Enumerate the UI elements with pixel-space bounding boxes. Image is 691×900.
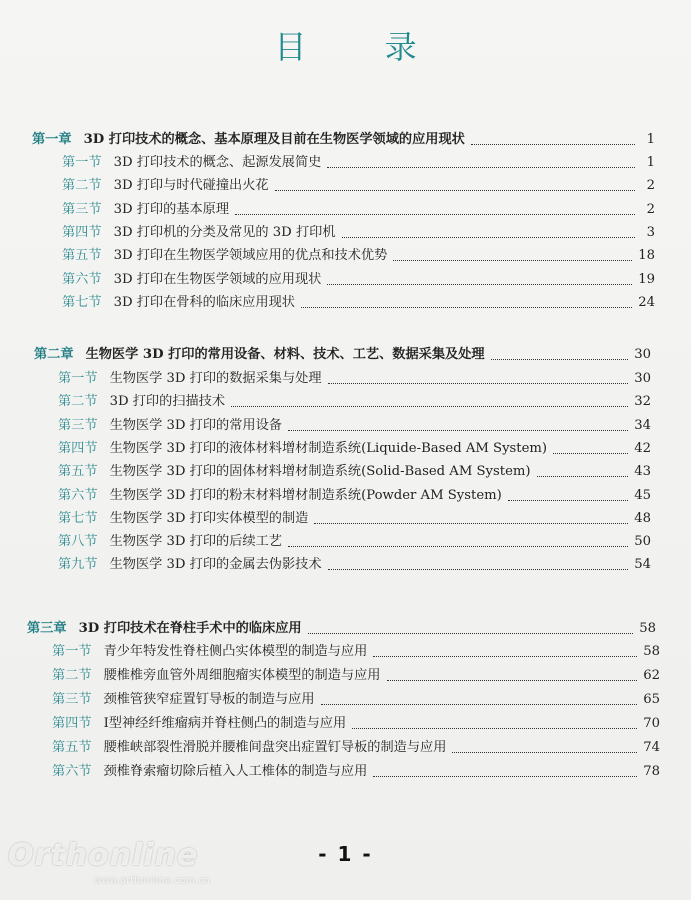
- dot-leader: [328, 383, 629, 384]
- chapter-title: 生物医学 3D 打印的常用设备、材料、技术、工艺、数据采集及处理: [85, 347, 485, 362]
- page-number: - 1 -: [318, 842, 373, 866]
- section-label: 第六节: [62, 272, 102, 287]
- section-label: 第四节: [58, 441, 98, 456]
- section-label: 第六节: [52, 764, 92, 779]
- section-title: 生物医学 3D 打印的粉末材料增材制造系统(Powder AM System): [109, 488, 502, 503]
- dot-leader: [471, 144, 635, 145]
- toc-section-row: [52, 691, 660, 709]
- section-label: 第二节: [52, 668, 92, 683]
- dot-leader: [321, 704, 638, 705]
- section-page-number: 43: [634, 464, 651, 479]
- section-title: 生物医学 3D 打印的金属去伪影技术: [109, 557, 322, 572]
- section-title: 3D 打印的扫描技术: [109, 394, 226, 409]
- toc-section-row: [58, 510, 651, 528]
- dot-leader: [387, 680, 638, 681]
- section-label: 第六节: [58, 488, 98, 503]
- toc-section-row: [62, 294, 655, 312]
- section-title: 腰椎峡部裂性滑脱并腰椎间盘突出症置钉导板的制造与应用: [103, 740, 447, 755]
- section-page-number: 1: [646, 155, 655, 170]
- section-page-number: 24: [638, 295, 655, 310]
- toc-section-row: [52, 715, 660, 733]
- dot-leader: [275, 190, 635, 191]
- section-label: 第二节: [62, 178, 102, 193]
- toc-section-row: [58, 533, 651, 551]
- section-title: 3D 打印的基本原理: [113, 202, 230, 217]
- section-title: 3D 打印在生物医学领域的应用现状: [113, 272, 322, 287]
- section-title: 生物医学 3D 打印的固体材料增材制造系统(Solid-Based AM System): [109, 464, 531, 479]
- chapter-label: 第二章: [34, 347, 74, 362]
- dot-leader: [288, 430, 628, 431]
- section-page-number: 74: [643, 740, 660, 755]
- toc-section-row: [58, 370, 651, 388]
- dot-leader: [537, 476, 629, 477]
- dot-leader: [231, 406, 628, 407]
- toc-section-row: [62, 247, 655, 265]
- section-page-number: 3: [646, 225, 655, 240]
- section-title: 3D 打印机的分类及常见的 3D 打印机: [113, 225, 336, 240]
- toc-section-row: [58, 487, 651, 505]
- chapter-label: 第三章: [27, 621, 67, 636]
- toc-chapter-row: [32, 131, 655, 149]
- page-title: 目 录: [274, 28, 451, 66]
- dot-leader: [491, 359, 629, 360]
- section-page-number: 65: [643, 692, 660, 707]
- section-label: 第二节: [58, 394, 98, 409]
- section-page-number: 30: [634, 371, 651, 386]
- dot-leader: [308, 633, 634, 634]
- section-label: 第七节: [58, 511, 98, 526]
- section-title: 3D 打印在骨科的临床应用现状: [113, 295, 295, 310]
- section-title: 生物医学 3D 打印的常用设备: [109, 418, 282, 433]
- section-title: 生物医学 3D 打印实体模型的制造: [109, 511, 309, 526]
- section-page-number: 42: [634, 441, 651, 456]
- dot-leader: [342, 237, 635, 238]
- chapter-page-number: 58: [639, 621, 656, 636]
- section-title: 3D 打印在生物医学领域应用的优点和技术优势: [113, 248, 388, 263]
- dot-leader: [301, 307, 632, 308]
- section-page-number: 19: [638, 272, 655, 287]
- toc-chapter-row: [34, 346, 651, 364]
- watermark-logo-text: Orthonline: [8, 838, 199, 873]
- toc-section-row: [62, 177, 655, 195]
- section-page-number: 58: [643, 644, 660, 659]
- toc-section-row: [52, 739, 660, 757]
- section-label: 第五节: [58, 464, 98, 479]
- chapter-page-number: 1: [646, 132, 655, 147]
- section-title: 生物医学 3D 打印的后续工艺: [109, 534, 282, 549]
- dot-leader: [452, 752, 637, 753]
- section-page-number: 2: [646, 178, 655, 193]
- section-label: 第八节: [58, 534, 98, 549]
- toc-section-row: [62, 201, 655, 219]
- watermark-url: www.orthonline.com.cn: [94, 876, 211, 886]
- section-page-number: 62: [643, 668, 660, 683]
- toc-section-row: [62, 224, 655, 242]
- watermark-logo: [8, 838, 211, 886]
- section-title: 3D 打印与时代碰撞出火花: [113, 178, 269, 193]
- dot-leader: [373, 776, 637, 777]
- toc-section-row: [58, 417, 651, 435]
- dot-leader: [288, 546, 628, 547]
- section-title: 生物医学 3D 打印的数据采集与处理: [109, 371, 322, 386]
- section-title: Ⅰ型神经纤维瘤病并脊柱侧凸的制造与应用: [103, 716, 347, 731]
- section-label: 第三节: [62, 202, 102, 217]
- section-label: 第一节: [58, 371, 98, 386]
- dot-leader: [373, 656, 637, 657]
- chapter-label: 第一章: [32, 132, 72, 147]
- section-label: 第九节: [58, 557, 98, 572]
- dot-leader: [352, 728, 637, 729]
- dot-leader: [508, 500, 628, 501]
- section-page-number: 34: [634, 418, 651, 433]
- dot-leader: [327, 284, 632, 285]
- section-label: 第一节: [52, 644, 92, 659]
- dot-leader: [235, 214, 635, 215]
- toc-section-row: [52, 667, 660, 685]
- section-label: 第五节: [62, 248, 102, 263]
- section-label: 第七节: [62, 295, 102, 310]
- toc-section-row: [52, 643, 660, 661]
- section-title: 青少年特发性脊柱侧凸实体模型的制造与应用: [103, 644, 368, 659]
- chapter-page-number: 30: [634, 347, 651, 362]
- section-title: 腰椎椎旁血管外周细胞瘤实体模型的制造与应用: [103, 668, 381, 683]
- toc-section-row: [62, 154, 655, 172]
- toc-section-row: [58, 393, 651, 411]
- section-page-number: 2: [646, 202, 655, 217]
- dot-leader: [327, 167, 635, 168]
- dot-leader: [328, 569, 629, 570]
- toc-section-row: [58, 440, 651, 458]
- toc-section-row: [62, 271, 655, 289]
- section-label: 第四节: [52, 716, 92, 731]
- section-page-number: 78: [643, 764, 660, 779]
- section-page-number: 32: [634, 394, 651, 409]
- section-label: 第三节: [52, 692, 92, 707]
- chapter-title: 3D 打印技术的概念、基本原理及目前在生物医学领域的应用现状: [83, 132, 465, 147]
- section-page-number: 50: [634, 534, 651, 549]
- section-page-number: 18: [638, 248, 655, 263]
- section-title: 3D 打印技术的概念、起源发展简史: [113, 155, 322, 170]
- section-label: 第五节: [52, 740, 92, 755]
- dot-leader: [314, 523, 628, 524]
- section-page-number: 45: [634, 488, 651, 503]
- toc-section-row: [58, 463, 651, 481]
- section-page-number: 70: [643, 716, 660, 731]
- section-title: 颈椎脊索瘤切除后植入人工椎体的制造与应用: [103, 764, 368, 779]
- toc-chapter-row: [27, 620, 656, 638]
- section-page-number: 54: [634, 557, 651, 572]
- section-label: 第一节: [62, 155, 102, 170]
- toc-section-row: [52, 763, 660, 781]
- chapter-title: 3D 打印技术在脊柱手术中的临床应用: [78, 621, 302, 636]
- section-title: 生物医学 3D 打印的液体材料增材制造系统(Liquide-Based AM System): [109, 441, 548, 456]
- section-title: 颈椎管狭窄症置钉导板的制造与应用: [103, 692, 315, 707]
- dot-leader: [553, 453, 628, 454]
- dot-leader: [393, 260, 632, 261]
- section-label: 第三节: [58, 418, 98, 433]
- section-page-number: 48: [634, 511, 651, 526]
- section-label: 第四节: [62, 225, 102, 240]
- toc-section-row: [58, 556, 651, 574]
